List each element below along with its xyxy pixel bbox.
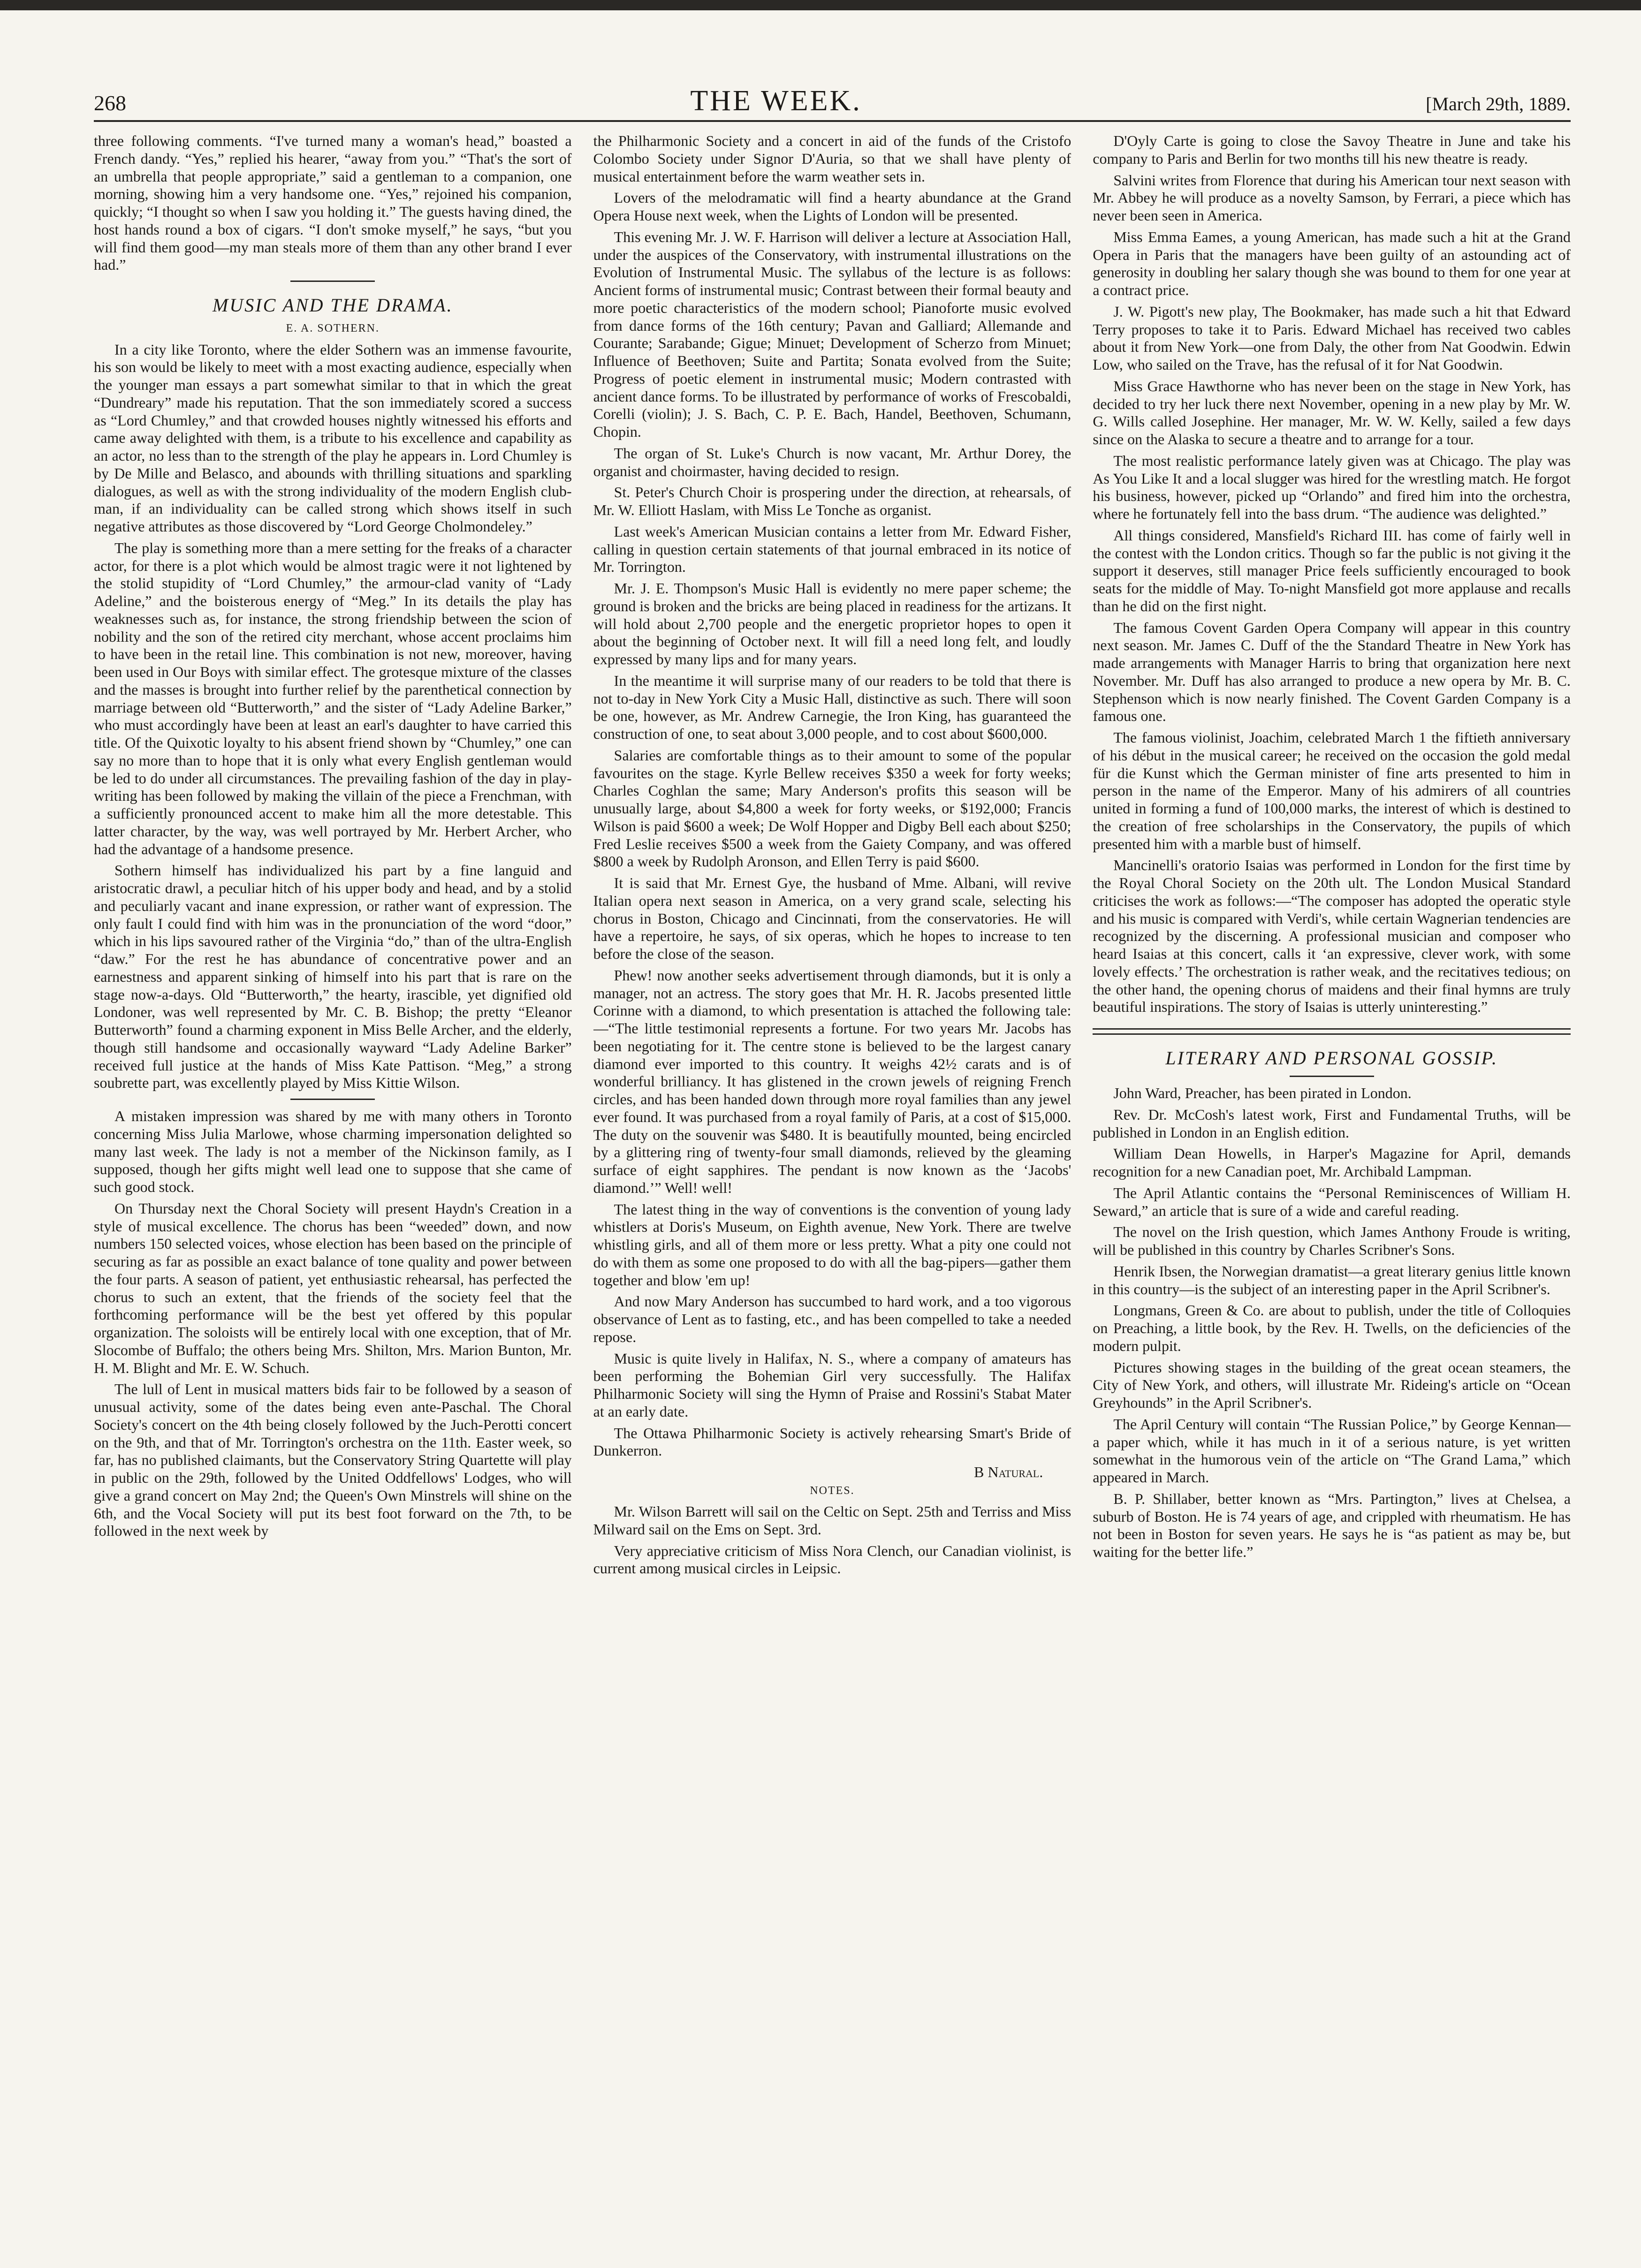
divider — [290, 1099, 375, 1100]
note-paragraph: Mr. Wilson Barrett will sail on the Celtic on Sept. 25th and Terriss and Miss Milward sail on the Ems on Sept. 3rd. — [593, 1503, 1071, 1538]
page-number: 268 — [94, 91, 126, 115]
article-paragraph: St. Peter's Church Choir is prospering under the direction, at rehearsals, of Mr. W. Elliott Haslam, with Miss Le Tonche as organist. — [593, 484, 1071, 518]
divider — [1290, 1076, 1374, 1077]
article-paragraph: Sothern himself has individualized his part by a fine languid and aristocratic drawl, a peculiar hitch of his upper body and head, and by a stolid and peculiarly vacant and inane expression, or rather want of expression. The only fault I could find with him was in the pronunciation of the word “door,” which in his lips savoured rather of the Virginia “do,” than of the ultra-English “daw.” For the rest he has abundance of concentrative power and an earnestness and apparent sinking of himself into his part that is rare on the stage now-a-days. Old “Butterworth,” the hearty, irascible, yet dignified old Londoner, was well represented by Mr. C. B. Bishop; the pretty “Eleanor Butterworth” found a charming exponent in Miss Belle Archer, and the elderly, though still handsome and occasionally wayward “Lady Adeline Barker” received full justice at the hands of Miss Kate Pattison. “Meg,” a strong soubrette part, was excellently played by Miss Kittie Wilson. — [94, 862, 572, 1092]
article-paragraph: This evening Mr. J. W. F. Harrison will deliver a lecture at Association Hall, under the auspices of the Conservatory, with instrumental illustrations on the Evolution of Instrumental Music. The syllabus of the lecture is as follows: Ancient forms of instrumental music; Contrast between their formal beauty and more poetic characteristics of the modern school; Pianoforte music evolved from dance forms of the 16th century; Pavan and Galliard; Allemande and Courante; Sarabande; Gigue; Minuet; Development of Scherzo from Minuet; Influence of Beethoven; Suite and Partita; Sonata evolved from the Suite; Progress of poetic element in instrumental music; Modern contrasted with ancient dance forms. To be illustrated by performance of works of Frescobaldi, Corelli (violin); J. S. Bach, C. P. E. Bach, Handel, Beethoven, Schumann, Chopin. — [593, 228, 1071, 440]
article-paragraph: Miss Emma Eames, a young American, has made such a hit at the Grand Opera in Paris that the managers have been guilty of an astounding act of generosity in doubling her salary though she was bound to them for one year at a contract price. — [1093, 228, 1571, 298]
section-divider — [1093, 1028, 1571, 1035]
article-paragraph: Phew! now another seeks advertisement through diamonds, but it is only a manager, not an actress. The story goes that Mr. H. R. Jacobs presented little Corinne with a diamond, to which presentation is attached the following tale:—“The little testimonial represents a fortune. For two years Mr. Jacobs has been negotiating for it. The centre stone is believed to be the largest canary diamond ever imported to this country. It weighs 42½ carats and is of wonderful brilliancy. It has glistened in the crown jewels of reigning French circles, and has been handed down through more royal families than any jewel ever found. It was purchased from a royal family of Paris, at a cost of $15,000. The duty on the souvenir was $480. It is beautifully mounted, being encircled by a glittering ring of twenty-four small diamonds, relieved by the gleaming surface of eight sapphires. The pendant is now known as the ‘Jacobs' diamond.’” Well! well! — [593, 966, 1071, 1196]
column-2 — [593, 132, 1071, 2187]
issue-date: [March 29th, 1889. — [1426, 93, 1571, 114]
section-title-literary-gossip: LITERARY AND PERSONAL GOSSIP. — [1165, 1047, 1498, 1069]
column-3 — [1093, 132, 1571, 2187]
article-paragraph: All things considered, Mansfield's Richard III. has come of fairly well in the contest with the London critics. Though so far the public is not giving it the support it deserves, still manager Price feels sufficiently encouraged to book seats for the middle of May. To-night Mansfield got more applause and recalls than he did on the first night. — [1093, 526, 1571, 614]
masthead-title: THE WEEK. — [690, 85, 862, 117]
article-paragraph: The play is something more than a mere setting for the freaks of a character actor, for there is a plot which would be almost tragic were it not lightened by the stolid stupidity of “Lord Chumley,” the armour-clad vanity of “Lady Adeline,” and the boisterous energy of “Meg.” In its details the play has weaknesses such as, for instance, the strong friendship between the scion of nobility and the son of the retired city merchant, whose accent proclaims him to have been in the retail line. This combination is not new, moreover, having been used in Our Boys with similar effect. The grotesque mixture of the classes and the masses is brought into further relief by the parenthetical connection by marriage between old “Butterworth,” and the sister of “Lady Adeline Barker,” who must accordingly have been at least an earl's daughter to have carried this title. Of the Quixotic loyalty to his absent friend shown by “Chumley,” one can say no more than to hope that it is only what every English gentleman would be led to do under all circumstances. The prevailing fashion of the day in play-writing has been followed by making the villain of the piece a Frenchman, with a sufficiently pronounced accent to make him all the more detestable. This latter character, by the way, was well portrayed by Mr. Herbert Archer, who had the advantage of a handsome presence. — [94, 539, 572, 857]
gossip-paragraph: The April Atlantic contains the “Personal Reminiscences of William H. Seward,” an article that is sure of a wide and careful reading. — [1093, 1184, 1571, 1219]
gossip-paragraph: B. P. Shillaber, better known as “Mrs. Partington,” lives at Chelsea, a suburb of Boston. He is 74 years of age, and crippled with rheumatism. He has not been in Boston for seven years. He says he is “as patient as may be, but waiting for the better life.” — [1093, 1490, 1571, 1561]
divider — [290, 281, 375, 282]
gossip-paragraph: John Ward, Preacher, has been pirated in London. — [1113, 1085, 1412, 1102]
gossip-paragraph: The novel on the Irish question, which James Anthony Froude is writing, will be published in this country by Charles Scribner's Sons. — [1093, 1223, 1571, 1259]
article-paragraph: the Philharmonic Society and a concert in aid of the funds of the Cristofo Colombo Society under Signor D'Auria, so that we shall have plenty of musical entertainment before the warm weather sets in. — [593, 132, 1071, 185]
article-paragraph: Miss Grace Hawthorne who has never been on the stage in New York, has decided to try her luck there next November, opening in a new play by Mr. W. G. Wills called Josephine. Her manager, Mr. W. W. Kelly, sailed a few days since on the Alaska to secure a theatre and to arrange for a tour. — [1093, 377, 1571, 448]
article-paragraph: On Thursday next the Choral Society will present Haydn's Creation in a style of musical excellence. The chorus has been “weeded” down, and now numbers 150 selected voices, whose election has been based on the principle of securing as far as possible an exact balance of tone quality and power between the four parts. A season of patient, yet enthusiastic rehearsal, has perfected the chorus to such an extent, that the friends of the society feel that the forthcoming performance will be the best yet offered by this popular organization. The soloists will be entirely local with one exception, that of Mr. Slocombe of Buffalo; the others being Mrs. Shilton, Mrs. Marion Bunton, Mr. H. M. Blight and Mr. E. W. Schuch. — [94, 1199, 572, 1376]
article-paragraph: Mr. J. E. Thompson's Music Hall is evidently no mere paper scheme; the ground is broken and the bricks are being placed in readiness for the artizans. It will hold about 2,700 people and the energetic proprietor hopes to open it about the beginning of October next. It will fill a need long felt, and loudly expressed by many lips and for many years. — [593, 580, 1071, 668]
gossip-paragraph: Pictures showing stages in the building of the great ocean steamers, the City of New York, and others, will illustrate Mr. Rideing's article on “Ocean Greyhounds” in the April Scribner's. — [1093, 1358, 1571, 1411]
columns — [94, 132, 1571, 2187]
article-paragraph: D'Oyly Carte is going to close the Savoy Theatre in June and take his company to Paris and Berlin for two months till his new theatre is ready. — [1093, 132, 1571, 167]
page-header — [94, 70, 1571, 122]
article-paragraph: The famous Covent Garden Opera Company will appear in this country next season. Mr. James C. Duff of the the Standard Theatre in New York has made arrangements with Manager Harris to bring that organization here next November. Mr. Duff has also arranged to produce a new opera by Mr. B. C. Stephenson which is now nearly finished. The Covent Garden Company is a famous one. — [1093, 619, 1571, 725]
article-paragraph: Lovers of the melodramatic will find a hearty abundance at the Grand Opera House next week, when the Lights of London will be presented. — [593, 189, 1071, 224]
gossip-paragraph: The April Century will contain “The Russian Police,” by George Kennan—a paper which, while it has much in it of a serious nature, is yet written somewhat in the humorous vein of the article on “The Grand Lama,” which appeared in March. — [1093, 1415, 1571, 1486]
gossip-paragraph: Henrik Ibsen, the Norwegian dramatist—a great literary genius little known in this country—is the subject of an interesting paper in the April Scribner's. — [1093, 1262, 1571, 1297]
article-paragraph: The famous violinist, Joachim, celebrated March 1 the fiftieth anniversary of his début in the musical career; he received on the occasion the gold medal für die Kunst which the German minister of fine arts presented to him in person in the name of the Emperor. Many of his admirers of all countries united in forming a fund of 100,000 marks, the interest of which is destined to the creation of free scholarships in the Conservatory, the pupils of which presented him with a marble bust of himself. — [1093, 729, 1571, 852]
article-paragraph: J. W. Pigott's new play, The Bookmaker, has made such a hit that Edward Terry proposes to take it to Paris. Edward Michael has received two cables about it from New York—one from Daly, the other from Nat Goodwin. Edwin Low, who sailed on the Trave, has the refusal of it for Nat Goodwin. — [1093, 303, 1571, 373]
article-paragraph: The organ of St. Luke's Church is now vacant, Mr. Arthur Dorey, the organist and choirmaster, having decided to resign. — [593, 444, 1071, 479]
author-signoff: B Natural. — [974, 1464, 1043, 1480]
article-paragraph: Music is quite lively in Halifax, N. S., where a company of amateurs has been performing the Bohemian Girl very successfully. The Halifax Philharmonic Society will sing the Hymn of Praise and Rossini's Stabat Mater at an early date. — [593, 1350, 1071, 1420]
article-paragraph: Mancinelli's oratorio Isaias was performed in London for the first time by the Royal Choral Society on the 20th ult. The London Musical Standard criticises the work as follows:—“The composer has adopted the operatic style and his music is compared with Verdi's, while certain Wagnerian tendencies are recognized by the discerning. A professional musician and composer who heard Isaias at this concert, calls it ‘an expressive, clever work, with some lovely effects.’ The orchestration is rather weak, and the recitatives tedious; on the other hand, the opening chorus of maidens and their final hymns are truly beautiful inspirations. The story of Isaias is utterly uninteresting.” — [1093, 857, 1571, 1016]
article-paragraph: The latest thing in the way of conventions is the convention of young lady whistlers at Doris's Museum, on Eighth avenue, New York. There are twelve whistling girls, and all of them more or less pretty. What a pity one could not do with them as some one proposed to do with all the bag-pipers—gather them together and blow 'em up! — [593, 1200, 1071, 1289]
notes-heading: NOTES. — [810, 1484, 855, 1497]
article-paragraph: And now Mary Anderson has succumbed to hard work, and a too vigorous observance of Lent as to fasting, etc., and has been compelled to take a needed repose. — [593, 1293, 1071, 1345]
note-paragraph: Very appreciative criticism of Miss Nora Clench, our Canadian violinist, is current among musical circles in Leipsic. — [593, 1542, 1071, 1577]
gossip-paragraph: Rev. Dr. McCosh's latest work, First and Fundamental Truths, will be published in London in an English edition. — [1093, 1106, 1571, 1141]
article-paragraph: The lull of Lent in musical matters bids fair to be followed by a season of unusual activity, some of the dates being even ante-Paschal. The Choral Society's concert on the 4th being closely followed by the Juch-Perotti concert on the 9th, and that of Mr. Torrington's orchestra on the 11th. Easter week, so far, has no published claimants, but the Conservatory String Quartette will play in public on the 29th, followed by the United Oddfellows' Lodges, who will give a grand concert on May 2nd; the Queen's Own Minstrels will shine on the 6th, and the Vocal Society will put its best foot forward on the 7th, to be followed in the next week by — [94, 1381, 572, 1540]
gossip-paragraph: William Dean Howells, in Harper's Magazine for April, demands recognition for a new Canadian poet, Mr. Archibald Lampman. — [1093, 1145, 1571, 1180]
top-border — [0, 0, 1641, 10]
section-title-music-drama: MUSIC AND THE DRAMA. — [213, 295, 453, 316]
article-paragraph: A mistaken impression was shared by me with many others in Toronto concerning Miss Julia Marlowe, whose charming impersonation delighted so many last week. The lady is not a member of the Nickinson family, as I supposed, though her gifts might well lead one to suppose that she came of such good stock. — [94, 1107, 572, 1195]
article-paragraph: In a city like Toronto, where the elder Sothern was an immense favourite, his son would be likely to meet with a most exacting audience, especially when the younger man essays a part somewhat similar to that in which the great “Dundreary” made his reputation. That the son immediately scored a success as “Lord Chumley,” and that crowded houses nightly witnessed his efforts and came away delighted with them, is a tribute to his excellence and capability as an actor, no less than to the strength of the play he appears in. Lord Chumley is by De Mille and Belasco, and abounds with thrilling situations and sparkling dialogues, as well as with the strong individuality of the modern English club-man, if an individuality can be called strong which shows itself in such negative attributes as those discovered by “Lord George Cholmondeley.” — [94, 341, 572, 535]
article-paragraph: Last week's American Musician contains a letter from Mr. Edward Fisher, calling in question certain statements of that journal embraced in its notice of Mr. Torrington. — [593, 523, 1071, 576]
article-paragraph: The Ottawa Philharmonic Society is actively rehearsing Smart's Bride of Dunkerron. — [593, 1424, 1071, 1459]
gossip-paragraph: Longmans, Green & Co. are about to publish, under the title of Colloquies on Preaching, a little book, by the Rev. H. Twells, on the deficiencies of the modern pulpit. — [1093, 1302, 1571, 1354]
article-paragraph: Salvini writes from Florence that during his American tour next season with Mr. Abbey he will produce as a novelty Samson, by Ferrari, a piece which has never been seen in America. — [1093, 171, 1571, 224]
intro-paragraph: three following comments. “I've turned many a woman's head,” boasted a French dandy. “Yes,” replied his hearer, “away from you.” “That's the sort of an umbrella that people appropriate,” said a gentleman to a companion, one morning, showing him a very handsome one. “Yes,” rejoined his companion, quickly; “I thought so when I saw you holding it.” The guests having dined, the host hands round a box of cigars. “I don't smoke myself,” he says, “but you will find them good—my man steals more of them than any other brand I ever had.” — [94, 132, 572, 273]
article-paragraph: In the meantime it will surprise many of our readers to be told that there is not to-day in New York City a Music Hall, distinctive as such. There will soon be one, however, as Mr. Andrew Carnegie, the Iron King, has guaranteed the construction of one, to seat about 3,000 people, and to cost about $600,000. — [593, 672, 1071, 742]
article-paragraph: Salaries are comfortable things as to their amount to some of the popular favourites on the stage. Kyrle Bellew receives $350 a week for forty weeks; Charles Coghlan the same; Mary Anderson's profits this season will be unusually large, about $4,800 a week for forty weeks, or $192,000; Francis Wilson is paid $600 a week; De Wolf Hopper and Digby Bell each about $250; Fred Leslie receives $500 a week from the Gaiety Company, and was offered $800 a week by Rudolph Aronson, and Ellen Terry is paid $600. — [593, 746, 1071, 870]
column-1 — [94, 132, 572, 2187]
article-byline: E. A. SOTHERN. — [286, 322, 380, 335]
article-paragraph: It is said that Mr. Ernest Gye, the husband of Mme. Albani, will revive Italian opera next season in America, on a very grand scale, selecting his chorus in Boston, Chicago and Cincinnati, from the conservatories. He will have a repertoire, he says, of six operas, which he hopes to increase to ten before the close of the season. — [593, 874, 1071, 962]
article-paragraph: The most realistic performance lately given was at Chicago. The play was As You Like It and a local slugger was hired for the wrestling match. He forgot his business, however, picked up “Orlando” and fired him into the orchestra, where he fortunately fell into the bass drum. “The audience was delighted.” — [1093, 452, 1571, 522]
